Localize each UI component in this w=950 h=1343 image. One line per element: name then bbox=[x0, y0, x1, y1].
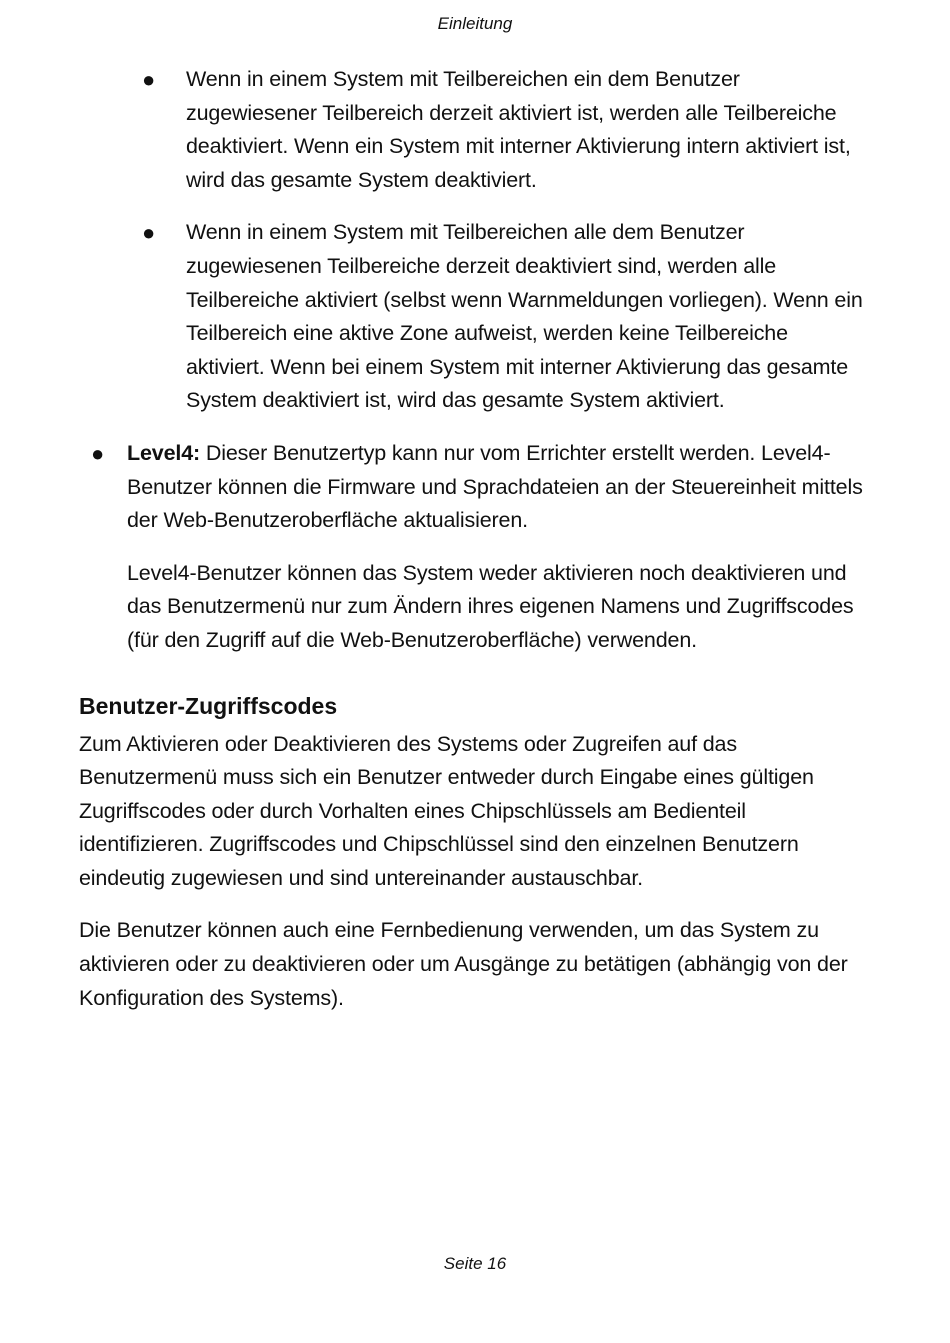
bullet-icon: ● bbox=[142, 67, 156, 92]
level4-text: Dieser Benutzertyp kann nur vom Errichter erstellt werden. Level4-Benutzer können die Firmware und Sprachdateien an der Steuereinheit mittels der Web-Benutzeroberfläche aktualisieren. bbox=[127, 440, 863, 533]
bullet-icon: ● bbox=[142, 220, 156, 246]
level4-label: Level4: bbox=[127, 440, 201, 465]
level4-paragraph-2: Level4-Benutzer können das System weder aktivieren noch deaktivieren und das Benutzermenü nur zum Ändern ihres eigenen Namens und Zugriffscodes (für den Zugriff auf die Web-Benutzeroberfläche) verwenden. bbox=[127, 560, 854, 652]
level4-list-item bbox=[91, 437, 867, 658]
section-heading: Benutzer-Zugriffscodes bbox=[79, 692, 338, 719]
list-item-text: Wenn in einem System mit Teilbereichen alle dem Benutzer zugewiesenen Teilbereiche derzeit deaktiviert sind, werden alle Teilbereiche aktiviert (selbst wenn Warnmeldungen vorliegen). Wenn ein Teilbereich eine aktive Zone aufweist, werden keine Teilbereiche aktiviert. Wenn bei einem System mit interner Aktivierung das gesamte System deaktiviert ist, wird das gesamte System aktiviert. bbox=[186, 220, 863, 413]
page-number: Seite 16 bbox=[443, 1254, 507, 1273]
page-content bbox=[0, 63, 950, 1015]
list-item-text: Wenn in einem System mit Teilbereichen ein dem Benutzer zugewiesener Teilbereich derzeit aktiviert ist, werden alle Teilbereiche deaktiviert. Wenn ein System mit interner Aktivierung intern aktiviert ist, wird das gesamte System deaktiviert. bbox=[186, 67, 851, 192]
page-header: Einleitung bbox=[437, 14, 513, 33]
list-item bbox=[142, 216, 866, 418]
body-paragraph: Die Benutzer können auch eine Fernbedienung verwenden, um das System zu aktivieren oder zu deaktivieren oder um Ausgänge zu betätigen (abhängig von der Konfiguration des Systems). bbox=[79, 918, 848, 1010]
level4-paragraph bbox=[127, 437, 867, 538]
list-item bbox=[142, 63, 866, 197]
body-paragraph: Zum Aktivieren oder Deaktivieren des Systems oder Zugreifen auf das Benutzermenü muss sich ein Benutzer entweder durch Eingabe eines gültigen Zugriffscodes oder durch Vorhalten eines Chipschlüssels am Bedienteil identifizieren. Zugriffscodes und Chipschlüssel sind den einzelnen Benutzern eindeutig zugewiesen und sind untereinander austauschbar. bbox=[79, 731, 814, 890]
bullet-icon: ● bbox=[91, 440, 105, 466]
